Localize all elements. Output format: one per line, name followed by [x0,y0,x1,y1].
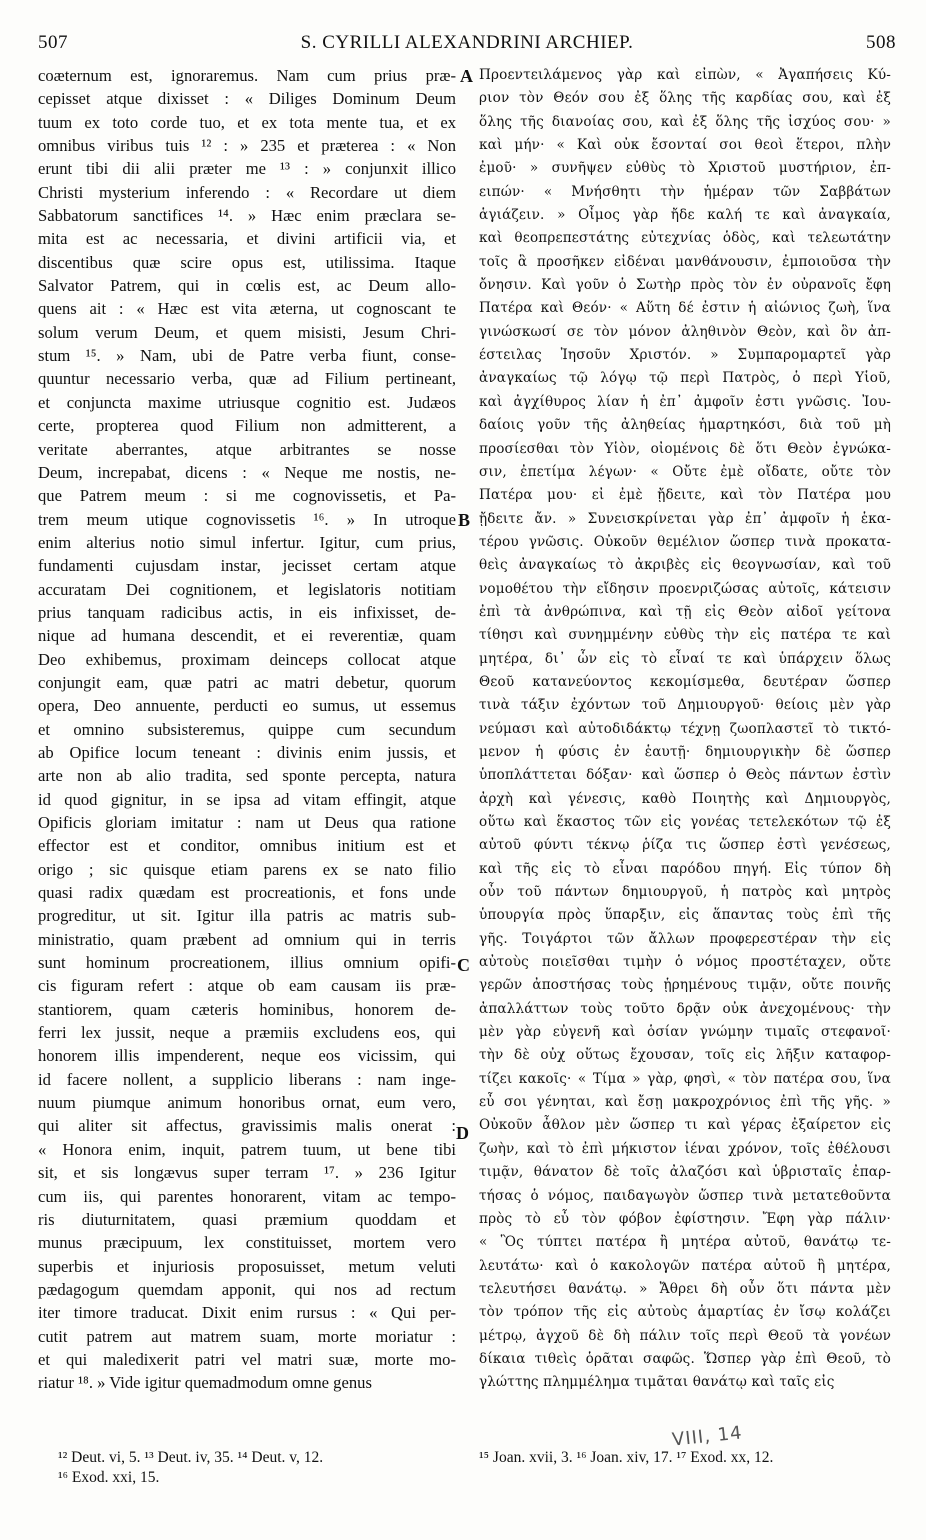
latin-column [38,64,456,1395]
greek-text-line: τελευτήσει θανάτῳ. » Ἄθρει δὴ οὖν ὅτι πάντα μὲν [479,1280,891,1297]
greek-text-line: ἀναγκαίως τῷ λόγῳ τῷ περὶ Πατρὸς, ὁ περὶ Υἱοῦ, [479,370,891,387]
running-title: S. CYRILLI ALEXANDRINI ARCHIEP. [300,32,634,53]
handwritten-note: VIII, 14 [671,1422,744,1451]
latin-text-line: et omnino subsisteremus, quippe cum secundum [38,719,456,739]
latin-text-line: et conjuncta maxime utriusque cognitio est. Judæos [38,392,456,412]
latin-text-line: coæternum est, ignoraremus. Nam cum prius præ- [38,66,456,85]
latin-text-line: trem meum utique cognovissetis ¹⁶. » In utroque [38,509,456,529]
latin-text-line: ris diuturnitatem, quasi præmium quoddam et [38,1209,456,1229]
latin-text-line: accuratam Dei cognitionem, et legislatoris notitiam [38,579,456,599]
latin-text-line: effector est et conditor, omnibus initium est et [38,836,456,856]
greek-text-line: γερῶν ἀποστήσας τοὺς ᾑρημένους τιμᾷν, οὔτε ποινῆς [479,977,891,994]
margin-letter-b: B [458,510,471,530]
greek-text-line: τήσας ὁ νόμος, παιδαγωγὸν ὥσπερ τινὰ μετατεθοῦντα [479,1187,891,1204]
page-number-left: 507 [38,32,68,53]
greek-text-line: προσίεσθαι τὸν Υἱὸν, οἰομένοις δὲ ὅτι Θεὸν ἐγνώκα- [479,440,891,457]
greek-text-line: εὖ σοι γένηται, καὶ ἔσῃ μακροχρόνιος ἐπὶ τῆς γῆς. » [479,1094,891,1111]
latin-text-line: fundamenti cujusdam instar, jecisset certam atque [38,556,456,576]
latin-text-line: Deo exhibemus, proximam deinceps collocat atque [38,649,456,669]
greek-text-line: αὐτοῦ φύντι τέκνῳ ῥίζα τις ὥσπερ ἐστὶ γενέσεως, [479,837,891,854]
greek-text-line: ἁγιάζειν. » Οἶμος γὰρ ἤδε καλή τε καὶ ἀναγκαία, [479,207,891,224]
greek-text-line: γινώσκωσί σε τὸν μόνον ἀληθινὸν Θεὸν, καὶ ὃν ἀπ- [479,323,891,340]
greek-text-line: ὄνησιν. Καὶ γοῦν ὁ Σωτὴρ πρὸς τὸν ἐν οὐρανοῖς ἔφη [479,277,891,294]
greek-text-line: ἐμοῦ· » συνῆψεν εὐθὺς τὸ Χριστοῦ μυστήριον, ἐπ- [479,160,891,177]
greek-text-line: μητέρα, δι᾽ ὧν εἰς τὸ εἶναί τε καὶ ὑπάρχειν ὅλως [479,650,891,667]
greek-text-line: νομοθέτου τὴν εἴδησιν προενριζώσας αὐτοῖς, κάτεισιν [479,580,891,597]
greek-text-line: μὲν γὰρ εὐγενῆ καὶ ὁσίαν γνώμην τιμαῖς στεφανοῖ· [479,1024,891,1041]
latin-text-line: progreditur, ut sit. Igitur illa patris ac matris sub- [38,906,456,926]
page-header [38,32,896,58]
greek-text-line: καὶ ἀγχίθυρος λίαν ἡ ἐπ᾽ ἀμφοῖν ἐστι γνῶσις. Ἰου- [479,393,891,410]
latin-text-line: Opificis gloriam imitatur : nam ut Deus qua ratione [38,813,456,832]
footnote-line: ¹² Deut. vi, 5. ¹³ Deut. iv, 35. ¹⁴ Deut. v, 12. [58,1449,324,1466]
greek-text-line: ᾔδειτε ἄν. » Συνεισκρίνεται γὰρ ἐπ᾽ ἀμφοῖν ἡ ἑκα- [479,510,891,527]
greek-text-line: μέτρῳ, ἀγχοῦ δὲ δὴ πάλιν τοῖς περὶ Θεοῦ τὰ γονέων [479,1327,891,1344]
latin-text-line: id facere nollent, a supplicio liberans : nam inge- [38,1069,456,1089]
latin-text-line: superbis et injuriosis proposuisset, metum veluti [38,1256,456,1276]
latin-text-line: solum verum Deum, et quem misisti, Jesum Chri- [38,322,456,342]
latin-text-line: veritate aberrantes, atque arbitrantes se nosse [38,439,456,459]
latin-text-line: riatur ¹⁸. » Vide igitur quemadmodum omne genus [38,1373,372,1393]
greek-text-line: νεύμασι καὶ αὐτοδιδάκτῳ τέχνῃ ζωοπλαστεῖ τὸ τικτό- [479,720,891,737]
latin-text-line: omnibus viribus tuis ¹² : » 235 et præterea : « Non [38,136,456,156]
page-number-right: 508 [866,32,896,53]
latin-text-line: mita est ac necessaria, et divini artificii via, et [38,229,456,249]
greek-text-line: έστειλας Ἰησοῦν Χριστόν. » Συμπαρομαρτεῖ γὰρ [479,347,891,364]
latin-text-line: ab Opifice locum teneant : divinis enim jussis, et [38,742,456,762]
latin-text-line: sunt hominum procreationem, illius omnium opifi- [38,953,456,973]
latin-text-line: quuntur necessario verba, quæ ad Filium pertineant, [38,369,456,389]
latin-text-line: cis figuram refert : atque ob eam causam iis præ- [38,976,456,996]
greek-text-line: γλώττης πλημμέλημα τιμᾶται θανάτῳ καὶ ταῖς εἰς [479,1374,835,1391]
greek-text-line: τὸν τρόπον τῆς εἰς αὐτοὺς ἁμαρτίας ἐν ἴσῳ κολάζει [479,1304,891,1321]
latin-text-line: stantiorem, quam cæteris hominibus, honorem de- [38,999,456,1019]
latin-text-line: tuum ex toto corde tuo, et ex tota mente tua, et ex [38,112,456,132]
greek-text-line: ἐπὶ τὰ ἀνθρώπινα, καὶ τῇ εἰς Θεὸν αἰδοῖ γείτονα [479,603,891,620]
greek-text-line: ὑπουργία πρὸς ὕπαρξιν, εἰς ἅπαντας τοὺς ἐπὶ τῆς [479,907,891,924]
latin-text-line: cum iis, qui parentes honorarent, vitam ac tempo- [38,1186,456,1206]
footnote-line: ¹⁶ Exod. xxi, 15. [58,1469,160,1486]
greek-text-line: πρὸς τὸ εὖ τὸν φόβον ἐφίστησιν. Ἔφη γὰρ πάλιν· [479,1210,891,1227]
margin-letter-d: D [456,1123,469,1143]
greek-text-line: οὖν τοῦ πάντων δημιουργοῦ, ἡ πατρὸς καὶ μητρὸς [479,884,891,901]
greek-text-line: Θεοῦ κατανεύοντος κεκομίσμεθα, δευτέραν ὥσπερ [479,673,891,690]
greek-text-line: θεὶς ἀναγκαίως τὸ ἀκριβὲς εἰς θεογνωσίαν, καὶ τοῦ [479,557,891,574]
greek-text-line: τέρου γνῶσις. Οὐκοῦν θεμέλιον ὥσπερ τινὰ προκατα- [479,533,891,550]
greek-text-line: καὶ μήν· « Καὶ οὐκ ἔσονταί σοι θεοὶ ἕτεροι, πλὴν [479,137,891,154]
greek-text-line: σιν, ἐπετίμα λέγων· « Οὔτε ἐμὲ οἴδατε, οὔτε τὸν [479,463,891,480]
latin-text-line: iter timore traducat. Dixit enim rursus : « Qui per- [38,1303,456,1323]
latin-text-line: quasi radix quædam est procreationis, et fons unde [38,883,456,903]
greek-text-line: δαίοις γοῦν τῆς ἀληθείας ἡμαρτηκόσι, διὰ τοῦ μὴ [479,417,891,434]
greek-text-line: ριον τὸν Θεόν σου ἐξ ὅλης τῆς καρδίας σου, καὶ ἐξ [479,90,891,107]
greek-text-line: τινὰ τάξιν ἐχόντων τοῦ Δημιουργοῦ· θείοις μὲν γὰρ [479,697,891,714]
greek-text-line: καὶ θεοπρεπεστάτης εὐτεχνίας ὁδὸς, καὶ τελεωτάτην [479,230,891,247]
greek-text-line: δίκαια τιθεὶς ὁρᾶται σαφῶς. Ὥσπερ γὰρ ἐπὶ Θεοῦ, τὸ [479,1350,891,1367]
latin-text-line: Salvator Patrem, qui in cœlis est, ac Deum allo- [38,276,456,296]
greek-text-line: ὑποπλάττεται δόξαν· καὶ ὥσπερ ὁ Θεὸς πάντων ἐστὶν [479,767,891,784]
greek-text-line: τοῖς ἃ προσῆκεν εἰδέναι μανθάνουσιν, ἐμποιοῦσα τὴν [479,253,891,270]
latin-text-line: qui aliter sit affectus, gravissimis malis onerat : [38,1116,456,1136]
latin-text-line: ferri lex jussit, neque a præmiis excludens eos, qui [38,1023,456,1043]
greek-text-line: τιμᾷν, θάνατον δὲ τοῖς ἀλαζόσι καὶ ὑβρισταῖς ἐπαρ- [479,1164,891,1181]
greek-text-line: τίζει κακοῖς· « Τίμα » γὰρ, φησὶ, « τὸν πατέρα σου, ἵνα [479,1070,891,1087]
latin-text-line: erunt tibi dii alii præter me ¹³ : » conjunxit illico [38,159,456,179]
latin-text-line: Sabbatorum sanctifices ¹⁴. » Hæc enim præclara se- [38,206,456,226]
greek-text-line: ἀρχὴ καὶ γένεσις, καθὸ Ποιητὴς καὶ Δημιουργὸς, [479,790,891,807]
greek-text-line: λευτάτω· καὶ ὁ κακολογῶν πατέρα αὐτοῦ ἢ μητέρα, [479,1257,891,1274]
greek-text-line: μενον ἡ φύσις ἐν ἑαυτῇ· δημιουργικὴν δὲ ὥσπερ [479,743,891,760]
latin-text-line: nuum piumque animum honoribus ornat, eum vero, [38,1093,456,1113]
latin-text-line: cepisset atque dixisset : « Diliges Dominum Deum [38,89,456,109]
margin-letter-a: A [460,66,473,86]
latin-text-line: stum ¹⁵. » Nam, ubi de Patre verba fiunt, conse- [38,346,456,366]
greek-text-line: τὴν δὲ οὐχ οὕτως ἔχουσαν, τοῖς εἰς λῆξιν καταφορ- [479,1047,891,1064]
latin-text-line: ministratio, quam præbent ad omnium qui in terris [38,929,456,949]
greek-text-line: ειπών· « Μνήσθητι τὴν ἡμέραν τῶν Σαββάτων [479,183,891,200]
latin-text-line: munus præcipuum, lex constituisset, mortem vero [38,1233,456,1253]
latin-text-line: enim alterius notio simul infertur. Igitur, cum prius, [38,532,456,552]
latin-text-line: cutit patrem aut matrem suam, morte moriatur : [38,1326,456,1346]
latin-text-line: sit, et sis longævus super terram ¹⁷. » 236 Igitur [38,1163,456,1183]
latin-text-line: arte non ab alio tradita, sed sponte percepta, natura [38,766,456,786]
greek-column [479,64,891,1395]
latin-text-line: pædagogum quemdam apponit, qui nos ad rectum [38,1279,456,1299]
latin-text-line: Christi mysterium inferendo : « Recordare ut diem [38,182,456,202]
latin-text-line: et qui maledixerit patri vel matri suæ, morte mo- [38,1349,456,1369]
latin-text-line: que Patrem meum : si me cognovissetis, et Pa- [38,486,456,506]
greek-text-line: ἀπαλλάττων τοὺς τοῦτο δρᾷν οὐκ ἀνεχομένους· τὴν [479,1000,891,1017]
latin-text-line: honorem illis impenderent, neque eos vicissim, qui [38,1046,456,1066]
margin-letter-c: C [457,955,470,975]
greek-text-line: ζωὴν, καὶ τὸ ἐπὶ μήκιστον ἰέναι χρόνον, τοῖς ἐθέλουσι [479,1140,891,1157]
greek-text-line: γῆς. Τοιγάρτοι τῶν ἄλλων προφερεστέραν τὴν εἰς [479,930,891,947]
footnote-line: ¹⁵ Joan. xvii, 3. ¹⁶ Joan. xiv, 17. ¹⁷ Exod. xx, 12. [479,1449,774,1466]
latin-text-line: « Honora enim, inquit, patrem tuum, ut bene tibi [38,1139,456,1159]
greek-text-line: Πατέρα μου· εἰ ἐμὲ ᾔδειτε, καὶ τὸν Πατέρα μου [479,487,891,504]
latin-text-line: conjungit eam, quæ patri ac matri debetur, quorum [38,672,456,692]
latin-text-line: id quod gignitur, in se ipsa ad vitam effingit, atque [38,789,456,809]
greek-text-line: καὶ τῆς εἰς τὸ εἶναι παρόδου πηγή. Εἰς τύπον δὴ [479,860,891,877]
latin-text-line: nique ad humana descendit, et ei reverentiæ, quam [38,626,456,646]
latin-text-line: Deum, increpabat, dicens : « Neque me nostis, ne- [38,462,456,482]
latin-text-line: origo ; sic quisque etiam parens ex se nato filio [38,859,456,879]
greek-text-line: Πατέρα καὶ Θεόν· « Αὕτη δέ ἐστιν ἡ αἰώνιος ζωὴ, ἵνα [479,300,891,317]
latin-text-line: discentibus quæ scire opus est, utilissima. Itaque [38,252,456,272]
greek-text-line: αὐτοὺς ποιεῖσθαι τιμὴν ὁ νόμος προστέταχεν, οὔτε [479,954,891,971]
greek-text-line: Προεντειλάμενος γὰρ καὶ εἰπὼν, « Ἀγαπήσεις Κύ- [479,67,891,83]
greek-text-line: τίθησι καὶ συνημμένην εὐθὺς τὴν εἰς πατέρα τε καὶ [479,627,891,644]
latin-text-line: quens ait : « Hæc est vita æterna, ut cognoscant te [38,299,456,319]
greek-text-line: οὕτω καὶ ἕκαστος τῶν εἰς γονέας τετελεκότων τῷ ἐξ [479,814,891,830]
greek-text-line: ὅλης τῆς διανοίας σου, καὶ ἐξ ὅλης τῆς ἰσχύος σου· » [479,113,891,130]
greek-text-line: « Ὃς τύπτει πατέρα ἢ μητέρα αὐτοῦ, θανάτῳ τε- [479,1234,891,1251]
footnotes-left [58,1448,458,1488]
latin-text-line: prius tanquam radicibus actis, in eis infixisset, de- [38,602,456,622]
latin-text-line: certe, propterea quod Filium non admitterent, a [38,416,456,436]
footnotes-right [479,1448,891,1468]
greek-text-line: Οὐκοῦν ἆθλον μὲν ὥσπερ τι καὶ γέρας ἐξαίρετον εἰς [479,1117,891,1134]
latin-text-line: opera, Deo annuente, perducti eo sumus, ut essemus [38,696,456,716]
